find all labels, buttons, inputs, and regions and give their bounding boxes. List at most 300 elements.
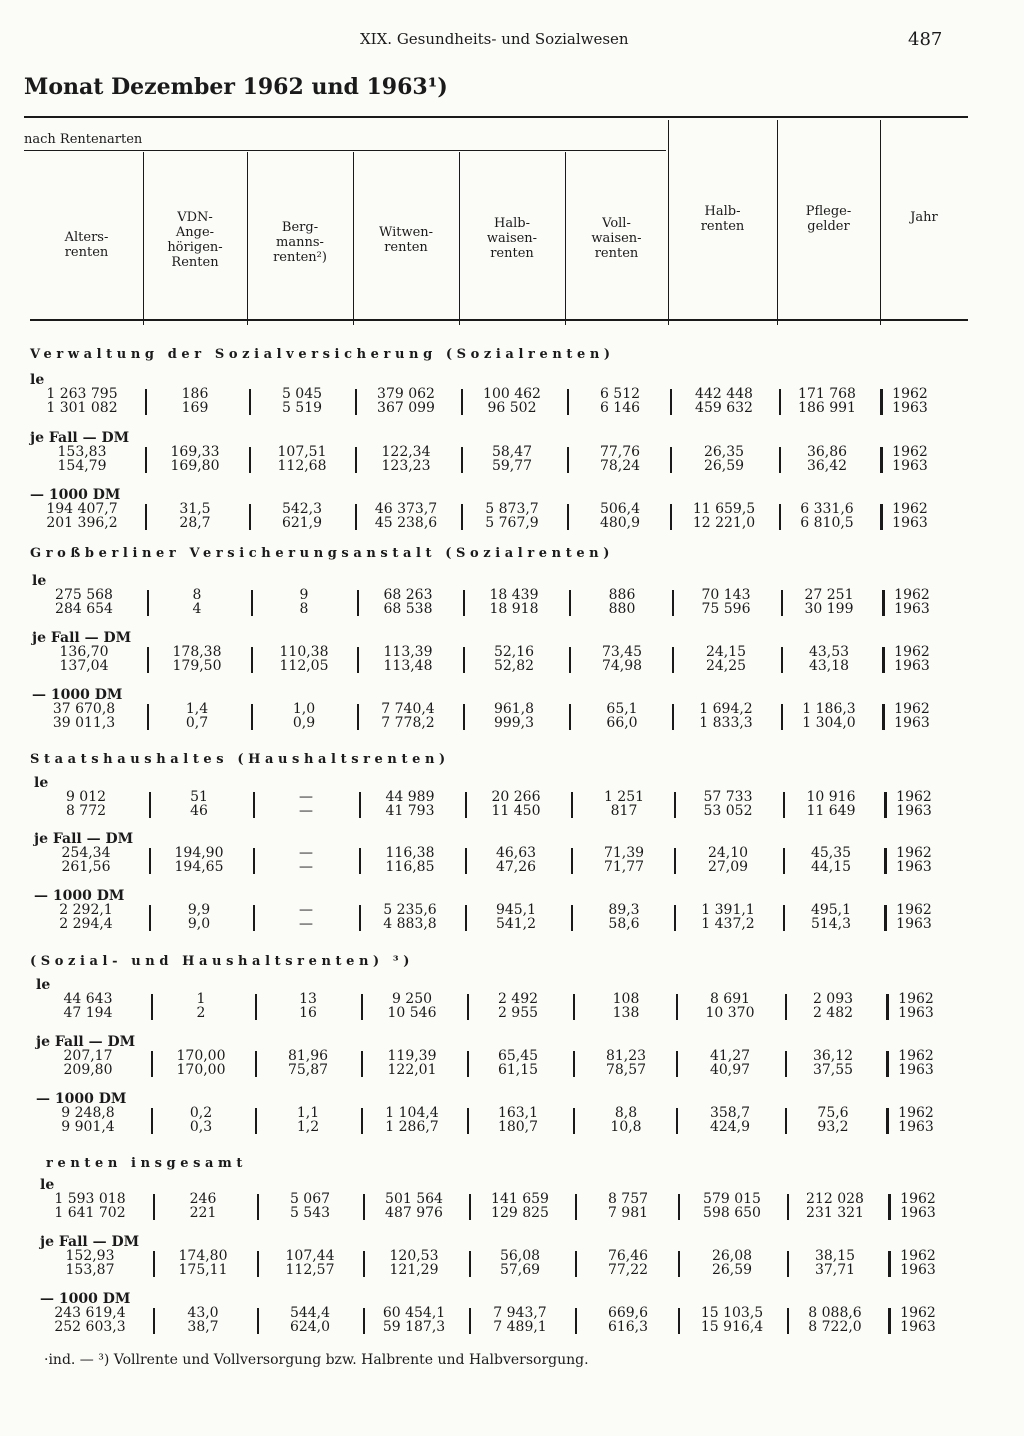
data-cell: 122,01	[387, 1062, 437, 1078]
data-cell: 93,2	[817, 1119, 849, 1135]
column-separator	[888, 1308, 891, 1334]
data-cell: 36,12	[812, 1048, 854, 1064]
column-separator	[567, 389, 569, 415]
column-separator	[783, 905, 785, 931]
data-cell: 207,17	[63, 1048, 113, 1064]
column-separator	[147, 647, 149, 673]
page-number: 487	[908, 29, 943, 50]
column-separator	[145, 504, 147, 530]
column-separator	[573, 1108, 575, 1134]
data-cell: 59 187,3	[382, 1319, 446, 1335]
column-separator	[779, 389, 781, 415]
data-cell: 1,4	[185, 701, 209, 717]
data-cell: 68 538	[383, 601, 433, 617]
column-separator	[153, 1308, 155, 1334]
data-cell: 15 916,4	[700, 1319, 764, 1335]
data-cell: 141 659	[491, 1191, 549, 1207]
data-cell: 46,63	[495, 845, 537, 861]
column-separator	[251, 704, 253, 730]
data-cell: 8 088,6	[808, 1305, 862, 1321]
column-separator	[779, 504, 781, 530]
footnote: ·ind. — ³) Vollrente und Vollversorgung bzw. Halbrente und Halbversorgung.	[44, 1352, 589, 1368]
data-cell: 9 901,4	[61, 1119, 115, 1135]
data-cell: 501 564	[385, 1191, 443, 1207]
data-cell: 52,16	[493, 644, 535, 660]
block-label: je Fall — DM	[30, 430, 130, 446]
column-separator	[678, 1308, 680, 1334]
column-separator	[463, 647, 465, 673]
column-separator	[249, 504, 251, 530]
column-separator	[787, 1194, 789, 1220]
data-cell: 26,08	[711, 1248, 753, 1264]
data-cell: 1 186,3	[802, 701, 856, 717]
data-cell: 37,55	[812, 1062, 854, 1078]
group-header: nach Rentenarten	[24, 132, 143, 147]
data-cell: 171 768	[798, 386, 856, 402]
block-label: le	[34, 775, 49, 791]
data-cell: 39 011,3	[52, 715, 116, 731]
data-cell: 254,34	[61, 845, 111, 861]
column-header: Jahr	[910, 210, 938, 225]
column-separator	[145, 389, 147, 415]
column-separator	[886, 1051, 889, 1077]
block-label: le	[40, 1177, 55, 1193]
column-separator	[787, 1308, 789, 1334]
column-separator	[363, 1308, 365, 1334]
column-separator	[357, 647, 359, 673]
data-cell: 112,68	[277, 458, 327, 474]
column-separator	[674, 848, 676, 874]
column-separator	[363, 1194, 365, 1220]
column-separator	[469, 1308, 471, 1334]
data-cell: 76,46	[607, 1248, 649, 1264]
data-cell: 4 883,8	[383, 916, 437, 932]
data-cell: 61,15	[497, 1062, 539, 1078]
year-cell: 1963	[894, 601, 930, 617]
data-cell: 2 292,1	[59, 902, 113, 918]
column-separator	[355, 389, 357, 415]
block-label: je Fall — DM	[34, 831, 134, 847]
column-separator	[573, 994, 575, 1020]
data-cell: 45 238,6	[374, 515, 438, 531]
header-bottom-rule	[30, 319, 968, 321]
column-separator	[149, 905, 151, 931]
column-separator	[575, 1194, 577, 1220]
block-label: le	[36, 977, 51, 993]
data-cell: 81,23	[605, 1048, 647, 1064]
data-cell: —	[299, 845, 313, 861]
data-cell: 65,1	[606, 701, 638, 717]
data-cell: 261,56	[61, 859, 111, 875]
column-separator	[670, 504, 672, 530]
year-cell: 1962	[892, 501, 928, 517]
data-cell: 8 757	[607, 1191, 649, 1207]
column-separator	[575, 1308, 577, 1334]
data-cell: 71,39	[603, 845, 645, 861]
year-cell: 1962	[896, 845, 932, 861]
block-label: je Fall — DM	[40, 1234, 140, 1250]
column-separator	[257, 1251, 259, 1277]
column-separator	[359, 905, 361, 931]
column-separator	[886, 1108, 889, 1134]
data-cell: 243 619,4	[54, 1305, 126, 1321]
year-cell: 1962	[898, 991, 934, 1007]
data-cell: 169,80	[170, 458, 220, 474]
column-separator	[463, 590, 465, 616]
data-cell: 66,0	[606, 715, 638, 731]
data-cell: 506,4	[599, 501, 641, 517]
column-separator	[884, 905, 887, 931]
column-separator	[357, 590, 359, 616]
data-cell: 38,7	[187, 1319, 219, 1335]
column-separator	[785, 1108, 787, 1134]
data-cell: 163,1	[497, 1105, 539, 1121]
data-cell: 43,0	[187, 1305, 219, 1321]
data-cell: 2 294,4	[59, 916, 113, 932]
section-title: renten insgesamt	[46, 1156, 247, 1171]
data-cell: 119,39	[387, 1048, 437, 1064]
data-cell: 96 502	[487, 400, 537, 416]
column-separator	[467, 1051, 469, 1077]
column-separator	[357, 704, 359, 730]
data-cell: 26,35	[703, 444, 745, 460]
column-header: Voll- waisen- renten	[591, 216, 642, 261]
data-cell: 1	[196, 991, 206, 1007]
year-cell: 1962	[898, 1048, 934, 1064]
year-cell: 1963	[892, 400, 928, 416]
data-cell: 129 825	[491, 1205, 549, 1221]
column-separator	[674, 792, 676, 818]
column-separator	[672, 704, 674, 730]
data-cell: 480,9	[599, 515, 641, 531]
data-cell: 624,0	[289, 1319, 331, 1335]
data-cell: 459 632	[695, 400, 753, 416]
data-cell: 123,23	[381, 458, 431, 474]
column-separator	[676, 994, 678, 1020]
data-cell: 10 546	[387, 1005, 437, 1021]
data-cell: 621,9	[281, 515, 323, 531]
year-cell: 1963	[900, 1205, 936, 1221]
data-cell: 1 833,3	[699, 715, 753, 731]
column-separator	[571, 848, 573, 874]
column-separator	[145, 447, 147, 473]
data-cell: 1,0	[292, 701, 316, 717]
column-separator	[882, 704, 885, 730]
data-cell: 154,79	[57, 458, 107, 474]
data-cell: 817	[610, 803, 638, 819]
data-cell: —	[299, 789, 313, 805]
data-cell: 2 492	[497, 991, 539, 1007]
data-cell: 1 251	[603, 789, 645, 805]
data-cell: 107,51	[277, 444, 327, 460]
column-separator	[569, 590, 571, 616]
data-cell: 36,42	[806, 458, 848, 474]
data-cell: 24,15	[705, 644, 747, 660]
data-cell: 38,15	[814, 1248, 856, 1264]
data-cell: 9	[299, 587, 309, 603]
data-cell: 5 045	[281, 386, 323, 402]
column-separator	[469, 1194, 471, 1220]
year-cell: 1963	[898, 1119, 934, 1135]
data-cell: 18 918	[489, 601, 539, 617]
data-cell: 487 976	[385, 1205, 443, 1221]
data-cell: 45,35	[810, 845, 852, 861]
column-separator	[670, 389, 672, 415]
data-cell: 275 568	[55, 587, 113, 603]
data-cell: 221	[189, 1205, 217, 1221]
data-cell: 169	[181, 400, 209, 416]
data-cell: 73,45	[601, 644, 643, 660]
data-cell: 8 691	[709, 991, 751, 1007]
column-header: VDN- Ange- hörigen- Renten	[167, 210, 223, 270]
column-separator	[253, 905, 255, 931]
column-separator	[781, 647, 783, 673]
data-cell: 2 482	[812, 1005, 854, 1021]
column-header: Pflege- gelder	[805, 204, 852, 234]
data-cell: 56,08	[499, 1248, 541, 1264]
data-cell: 78,24	[599, 458, 641, 474]
data-cell: 252 603,3	[54, 1319, 126, 1335]
data-cell: 7 981	[607, 1205, 649, 1221]
column-separator	[674, 905, 676, 931]
data-cell: 16	[299, 1005, 317, 1021]
data-cell: 81,96	[287, 1048, 329, 1064]
data-cell: 6 810,5	[800, 515, 854, 531]
data-cell: 46 373,7	[374, 501, 438, 517]
data-cell: 544,4	[289, 1305, 331, 1321]
page-title: Monat Dezember 1962 und 1963¹)	[24, 74, 448, 100]
column-separator	[571, 792, 573, 818]
year-cell: 1962	[894, 587, 930, 603]
data-cell: 9,9	[187, 902, 211, 918]
column-separator	[880, 447, 883, 473]
data-cell: 43,18	[808, 658, 850, 674]
column-separator	[884, 792, 887, 818]
data-cell: 41,27	[709, 1048, 751, 1064]
column-separator	[151, 1051, 153, 1077]
column-separator	[153, 1251, 155, 1277]
column-separator	[882, 590, 885, 616]
data-cell: 153,87	[65, 1262, 115, 1278]
column-separator	[363, 1251, 365, 1277]
data-cell: 5 873,7	[485, 501, 539, 517]
data-cell: 367 099	[377, 400, 435, 416]
column-separator	[251, 590, 253, 616]
column-separator	[676, 1108, 678, 1134]
data-cell: 1 593 018	[54, 1191, 126, 1207]
data-cell: 246	[189, 1191, 217, 1207]
data-cell: 179,50	[172, 658, 222, 674]
data-cell: 122,34	[381, 444, 431, 460]
year-cell: 1962	[896, 789, 932, 805]
data-cell: 12 221,0	[692, 515, 756, 531]
column-separator	[149, 848, 151, 874]
data-cell: 68 263	[383, 587, 433, 603]
data-cell: 8,8	[614, 1105, 638, 1121]
data-cell: 10,8	[610, 1119, 642, 1135]
data-cell: 41 793	[385, 803, 435, 819]
data-cell: 194,65	[174, 859, 224, 875]
data-cell: 110,38	[279, 644, 329, 660]
data-cell: 7 778,2	[381, 715, 435, 731]
data-cell: 11 659,5	[692, 501, 756, 517]
column-separator	[461, 389, 463, 415]
data-cell: 5 519	[281, 400, 323, 416]
year-cell: 1963	[896, 916, 932, 932]
column-separator	[672, 590, 674, 616]
data-cell: 169,33	[170, 444, 220, 460]
data-cell: 70 143	[701, 587, 751, 603]
data-cell: 180,7	[497, 1119, 539, 1135]
column-separator	[880, 504, 883, 530]
data-cell: 5 067	[289, 1191, 331, 1207]
column-separator	[787, 1251, 789, 1277]
data-cell: 0,3	[189, 1119, 213, 1135]
data-cell: 26,59	[711, 1262, 753, 1278]
block-label: — 1000 DM	[40, 1291, 131, 1307]
column-separator	[567, 504, 569, 530]
header-top-rule	[24, 116, 968, 118]
data-cell: 514,3	[810, 916, 852, 932]
data-cell: 113,48	[383, 658, 433, 674]
column-separator	[149, 792, 151, 818]
data-cell: 1,1	[296, 1105, 320, 1121]
data-cell: 669,6	[607, 1305, 649, 1321]
data-cell: 6 331,6	[800, 501, 854, 517]
column-separator	[783, 848, 785, 874]
data-cell: 31,5	[179, 501, 211, 517]
data-cell: 65,45	[497, 1048, 539, 1064]
data-cell: —	[299, 803, 313, 819]
column-separator	[359, 792, 361, 818]
year-cell: 1963	[892, 458, 928, 474]
column-separator	[678, 1251, 680, 1277]
column-separator	[567, 447, 569, 473]
data-cell: 44,15	[810, 859, 852, 875]
data-cell: 886	[608, 587, 636, 603]
data-cell: 10 916	[806, 789, 856, 805]
year-cell: 1963	[894, 658, 930, 674]
data-cell: 961,8	[493, 701, 535, 717]
data-cell: 60 454,1	[382, 1305, 446, 1321]
column-separator	[886, 994, 889, 1020]
section-title: (Sozial- und Haushaltsrenten) ³)	[30, 954, 414, 969]
data-cell: 100 462	[483, 386, 541, 402]
data-cell: 194 407,7	[46, 501, 118, 517]
data-cell: 78,57	[605, 1062, 647, 1078]
data-cell: 0,7	[185, 715, 209, 731]
data-cell: 212 028	[806, 1191, 864, 1207]
column-separator	[676, 1051, 678, 1077]
year-cell: 1962	[894, 644, 930, 660]
column-separator	[359, 848, 361, 874]
data-cell: 59,77	[491, 458, 533, 474]
data-cell: 20 266	[491, 789, 541, 805]
column-separator	[463, 704, 465, 730]
data-cell: 46	[190, 803, 208, 819]
column-separator	[678, 1194, 680, 1220]
data-cell: 284 654	[55, 601, 113, 617]
running-head: XIX. Gesundheits- und Sozialwesen	[360, 30, 629, 48]
data-cell: 36,86	[806, 444, 848, 460]
column-separator	[670, 447, 672, 473]
column-header: Alters- renten	[64, 230, 109, 260]
column-separator	[888, 1251, 891, 1277]
data-cell: 999,3	[493, 715, 535, 731]
year-cell: 1963	[894, 715, 930, 731]
data-cell: 495,1	[810, 902, 852, 918]
data-cell: 153,83	[57, 444, 107, 460]
column-separator	[781, 704, 783, 730]
data-cell: 113,39	[383, 644, 433, 660]
column-separator	[147, 704, 149, 730]
data-cell: —	[299, 859, 313, 875]
data-cell: 186	[181, 386, 209, 402]
block-label: — 1000 DM	[34, 888, 125, 904]
column-header: Witwen- renten	[378, 225, 434, 255]
data-cell: 0,2	[189, 1105, 213, 1121]
data-cell: 75,87	[287, 1062, 329, 1078]
section-title: Verwaltung der Sozialversicherung (Sozialrenten)	[30, 347, 615, 362]
year-cell: 1963	[900, 1319, 936, 1335]
column-separator	[255, 1051, 257, 1077]
year-cell: 1963	[896, 859, 932, 875]
data-cell: 358,7	[709, 1105, 751, 1121]
year-cell: 1963	[898, 1005, 934, 1021]
data-cell: 7 740,4	[381, 701, 435, 717]
data-cell: 4	[192, 601, 202, 617]
data-cell: 47,26	[495, 859, 537, 875]
data-cell: 1 391,1	[701, 902, 755, 918]
data-cell: 8 772	[65, 803, 107, 819]
column-separator	[249, 447, 251, 473]
column-separator	[571, 905, 573, 931]
data-cell: 136,70	[59, 644, 109, 660]
data-cell: 13	[299, 991, 317, 1007]
data-cell: 9,0	[187, 916, 211, 932]
data-cell: 379 062	[377, 386, 435, 402]
data-cell: 8	[299, 601, 309, 617]
data-cell: 108	[612, 991, 640, 1007]
column-separator	[153, 1194, 155, 1220]
data-cell: 2 093	[812, 991, 854, 1007]
column-separator	[882, 647, 885, 673]
data-cell: 2 955	[497, 1005, 539, 1021]
data-cell: 43,53	[808, 644, 850, 660]
data-cell: 24,25	[705, 658, 747, 674]
data-cell: 53 052	[703, 803, 753, 819]
data-cell: 7 489,1	[493, 1319, 547, 1335]
column-separator	[781, 590, 783, 616]
data-cell: 6 146	[599, 400, 641, 416]
data-cell: 116,38	[385, 845, 435, 861]
data-cell: 616,3	[607, 1319, 649, 1335]
data-cell: 112,57	[285, 1262, 335, 1278]
data-cell: 58,47	[491, 444, 533, 460]
data-cell: 1 304,0	[802, 715, 856, 731]
column-separator	[251, 647, 253, 673]
column-separator	[151, 1108, 153, 1134]
data-cell: 26,59	[703, 458, 745, 474]
data-cell: 107,44	[285, 1248, 335, 1264]
column-separator	[361, 1108, 363, 1134]
data-cell: 1 286,7	[385, 1119, 439, 1135]
data-cell: 209,80	[63, 1062, 113, 1078]
data-cell: 24,10	[707, 845, 749, 861]
column-separator	[253, 848, 255, 874]
data-cell: 5 767,9	[485, 515, 539, 531]
section-title: Staatshaushaltes (Haushaltsrenten)	[30, 752, 450, 767]
